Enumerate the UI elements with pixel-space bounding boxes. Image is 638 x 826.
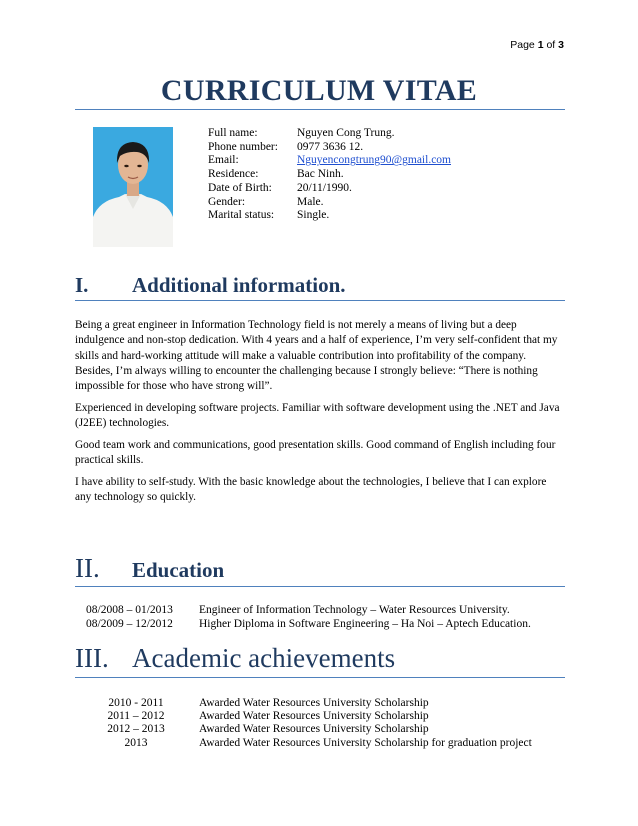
info-value: 20/11/1990. <box>297 181 352 194</box>
info-label: Date of Birth: <box>208 181 272 194</box>
education-list <box>86 603 531 631</box>
document-title: CURRICULUM VITAE <box>160 74 478 107</box>
paragraph: Experienced in developing software projects. Familiar with software development using the .NET and Java (J2EE) technologies. <box>75 401 560 430</box>
info-value: 0977 3636 12. <box>297 140 364 153</box>
section-2-divider <box>75 586 565 587</box>
paragraph: I have ability to self-study. With the basic knowledge about the technologies, I believe that I can explore any technology so quickly. <box>75 476 547 504</box>
info-row <box>208 182 451 196</box>
achievements-list <box>100 697 532 750</box>
info-label: Full name: <box>208 127 258 139</box>
section-1-divider <box>75 300 565 301</box>
info-row <box>208 209 451 223</box>
email-link[interactable]: Nguyencongtrung90@gmail.com <box>297 154 451 167</box>
info-row <box>208 154 451 168</box>
info-value: Bac Ninh. <box>297 168 344 181</box>
info-row <box>208 141 451 155</box>
info-label: Marital status: <box>208 209 275 222</box>
info-row <box>208 196 451 210</box>
additional-info-body <box>75 318 565 512</box>
education-item: 08/2009 – 12/2012 Higher Diploma in Software Engineering – Ha Noi – Aptech Education. <box>86 618 531 630</box>
info-value: Nguyen Cong Trung. <box>297 127 395 139</box>
section-1-heading: I. Additional information. <box>75 273 346 297</box>
education-item: 08/2008 – 01/2013 Engineer of Information Technology – Water Resources University. <box>86 604 510 616</box>
info-value: Single. <box>297 209 330 222</box>
info-label: Phone number: <box>208 140 278 153</box>
achievement-item: 2013 Awarded Water Resources University Scholarship for graduation project <box>124 736 532 749</box>
section-2-heading: II. Education <box>75 553 225 583</box>
title-divider <box>75 109 565 110</box>
info-value: Male. <box>297 195 324 208</box>
page-number: Page 1 of 3 <box>510 39 564 51</box>
info-row <box>208 127 451 141</box>
section-3-divider <box>75 677 565 678</box>
info-label: Email: <box>208 154 239 167</box>
achievement-item: 2011 – 2012 Awarded Water Resources University Scholarship <box>107 710 429 723</box>
section-3-heading: III. Academic achievements <box>75 643 396 673</box>
profile-photo <box>93 127 173 247</box>
personal-info <box>208 127 451 223</box>
paragraph: Good team work and communications, good presentation skills. Good command of English including four practical skills. <box>75 439 556 467</box>
info-label: Residence: <box>208 168 259 181</box>
achievement-item: 2010 - 2011 Awarded Water Resources University Scholarship <box>108 697 429 709</box>
paragraph: Being a great engineer in Information Technology field is not merely a means of living but a deep indulgence and non-stop dedication. With 4 years and a half of experience, I’m very self-confident that my skills and hard-working attitude will make a valuable contribution into profitability of the company. Besides, I’m always willing to encounter the challenging because I strongly believe: “There is nothing impossible for those who have strong will”. <box>75 319 558 393</box>
achievement-item: 2012 – 2013 Awarded Water Resources University Scholarship <box>107 723 429 736</box>
info-row <box>208 168 451 182</box>
info-label: Gender: <box>208 195 246 208</box>
